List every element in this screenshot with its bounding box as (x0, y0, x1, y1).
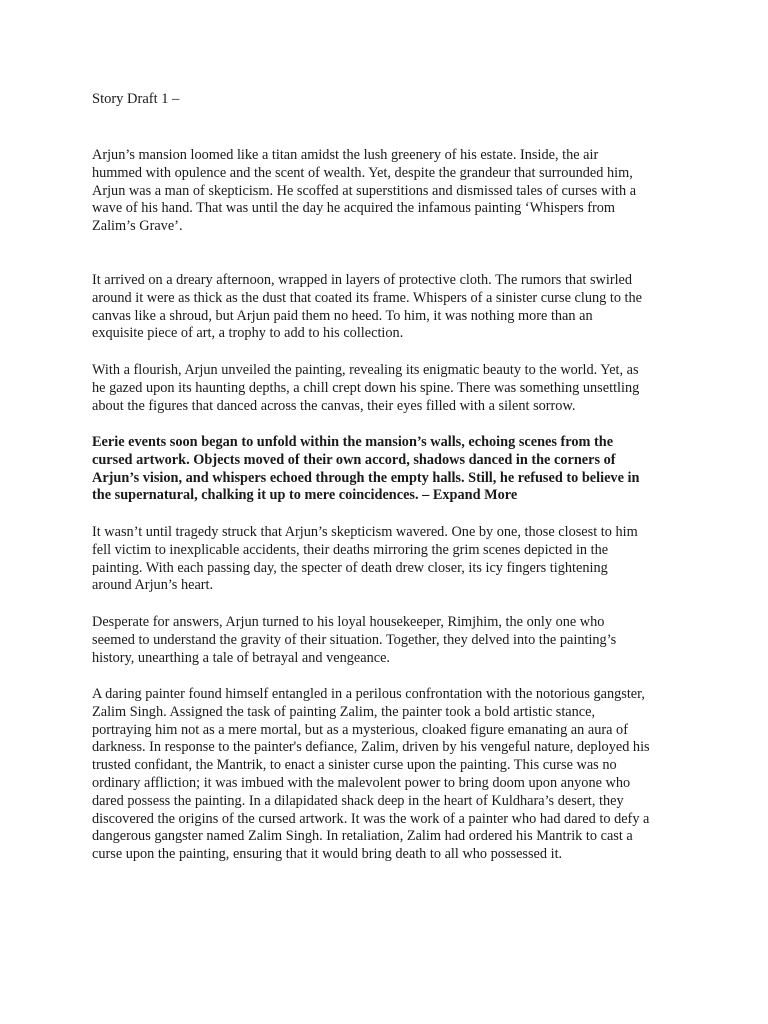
paragraph-line: seemed to understand the gravity of their situation. Together, they delved into the painting’s (92, 631, 617, 648)
paragraph-line: curse upon the painting, ensuring that it would bring death to all who possessed it. (92, 846, 563, 863)
paragraph-line: portraying him not as a mere mortal, but as a mysterious, cloaked figure emanating an aura of (92, 721, 628, 738)
paragraph-line: ordinary affliction; it was imbued with the malevolent power to bring doom upon anyone who (92, 774, 631, 791)
paragraph-line: Arjun was a man of skepticism. He scoffed at superstitions and dismissed tales of curses with a (92, 182, 637, 199)
paragraph-line: wave of his hand. That was until the day he acquired the infamous painting ‘Whispers from (92, 200, 616, 217)
story-paragraph (92, 686, 692, 864)
paragraph-line: It wasn’t until tragedy struck that Arjun’s skepticism wavered. One by one, those closest to him (92, 524, 638, 540)
paragraph-line: history, unearthing a tale of betrayal and vengeance. (92, 649, 390, 666)
paragraph-line: Desperate for answers, Arjun turned to his loyal housekeeper, Rimjhim, the only one who (92, 614, 605, 630)
paragraph-line: he gazed upon its haunting depths, a chill crept down his spine. There was something unsettling (92, 379, 640, 396)
story-paragraph (92, 524, 692, 595)
story-paragraph (92, 614, 692, 667)
story-paragraph (92, 147, 692, 236)
paragraph-line: It arrived on a dreary afternoon, wrapped in layers of protective cloth. The rumors that swirled (92, 272, 633, 288)
paragraph-line: Eerie events soon began to unfold within the mansion’s walls, echoing scenes from the (92, 434, 614, 450)
document-title: Story Draft 1 – (92, 91, 180, 107)
paragraph-line: A daring painter found himself entangled in a perilous confrontation with the notorious gangster, (92, 686, 645, 702)
paragraph-line: the supernatural, chalking it up to mere coincidences. – Expand More (92, 487, 518, 504)
paragraph-line: around it were as thick as the dust that coated its frame. Whispers of a sinister curse clung to the (92, 289, 643, 306)
story-paragraph (92, 272, 692, 343)
paragraph-line: dangerous gangster named Zalim Singh. In retaliation, Zalim had ordered his Mantrik to cast a (92, 828, 633, 845)
paragraph-line: Arjun’s mansion loomed like a titan amidst the lush greenery of his estate. Inside, the air (92, 147, 599, 163)
paragraph-line: Zalim’s Grave’. (92, 218, 183, 235)
paragraph-line: discovered the origins of the cursed artwork. It was the work of a painter who had dared to defy a (92, 810, 650, 827)
paragraph-line: With a flourish, Arjun unveiled the painting, revealing its enigmatic beauty to the world. Yet, as (92, 362, 639, 378)
paragraph-line: fell victim to inexplicable accidents, their deaths mirroring the grim scenes depicted in the (92, 541, 609, 558)
paragraph-line: exquisite piece of art, a trophy to add to his collection. (92, 325, 404, 342)
paragraph-line: cursed artwork. Objects moved of their own accord, shadows danced in the corners of (92, 451, 616, 468)
story-paragraph (92, 362, 692, 415)
paragraph-line: Arjun’s vision, and whispers echoed through the empty halls. Still, he refused to believe in (92, 469, 640, 486)
paragraph-line: about the figures that danced across the canvas, their eyes filled with a silent sorrow. (92, 397, 576, 414)
paragraph-line: hummed with opulence and the scent of wealth. Yet, despite the grandeur that surrounded him, (92, 164, 633, 181)
paragraph-line: canvas like a shroud, but Arjun paid them no heed. To him, it was nothing more than an (92, 307, 593, 324)
paragraph-line: painting. With each passing day, the specter of death drew closer, its icy fingers tightening (92, 559, 608, 576)
paragraph-line: dared possess the painting. In a dilapidated shack deep in the heart of Kuldhara’s desert, they (92, 792, 624, 809)
story-paragraph (92, 434, 692, 505)
paragraph-line: Zalim Singh. Assigned the task of painting Zalim, the painter took a bold artistic stance, (92, 703, 596, 720)
paragraph-line: around Arjun’s heart. (92, 577, 214, 594)
paragraph-line: darkness. In response to the painter's defiance, Zalim, driven by his vengeful nature, deployed his (92, 739, 650, 756)
paragraph-line: trusted confidant, the Mantrik, to enact a sinister curse upon the painting. This curse was no (92, 757, 617, 774)
